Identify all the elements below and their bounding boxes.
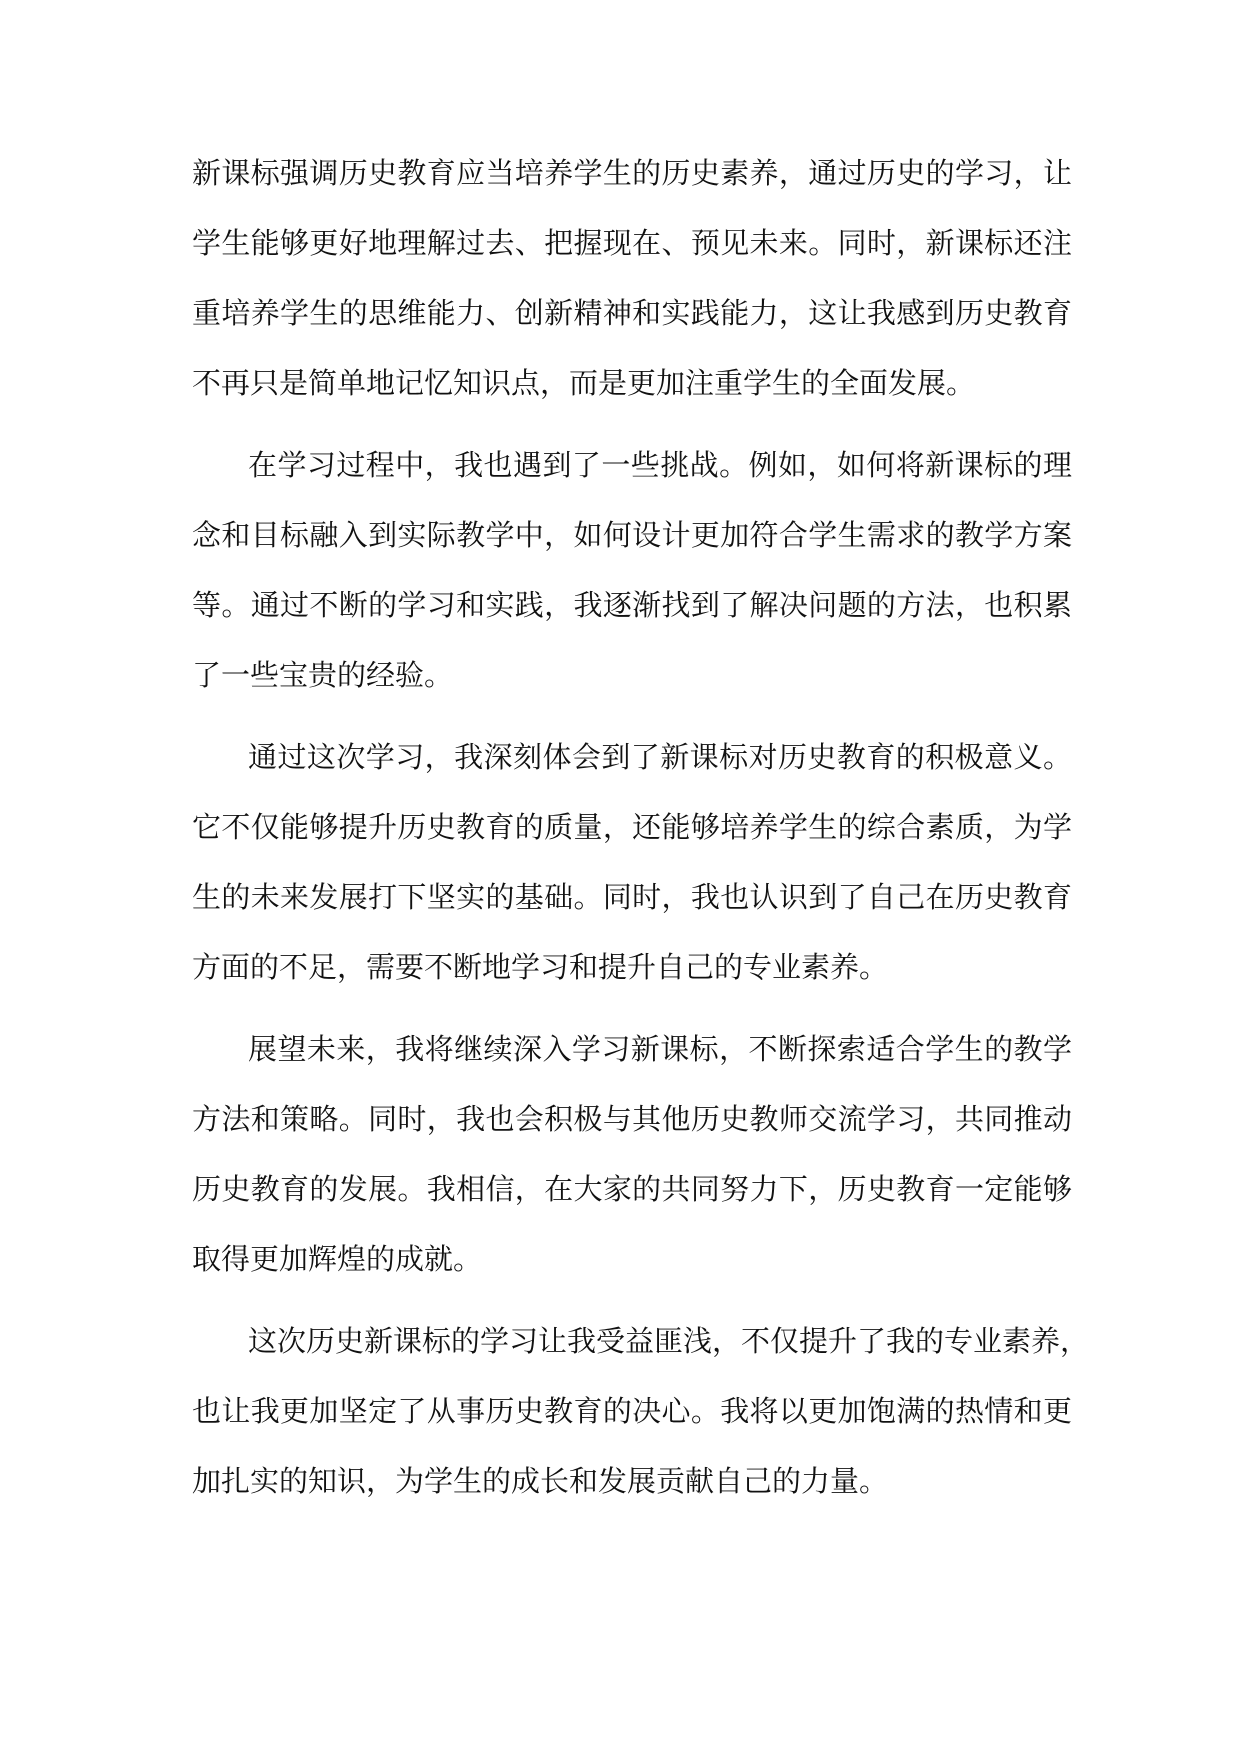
paragraph-2-line-3: 等。通过不断的学习和实践，我逐渐找到了解决问题的方法，也积累	[192, 588, 1072, 622]
paragraph-1-line-4: 不再只是简单地记忆知识点，而是更加注重学生的全面发展。	[192, 366, 976, 400]
paragraph-5-line-2: 也让我更加坚定了从事历史教育的决心。我将以更加饱满的热情和更	[192, 1394, 1072, 1428]
paragraph-2-line-2: 念和目标融入到实际教学中，如何设计更加符合学生需求的教学方案	[192, 518, 1072, 552]
paragraph-1-line-1: 新课标强调历史教育应当培养学生的历史素养，通过历史的学习，让	[192, 156, 1072, 190]
paragraph-1-line-2: 学生能够更好地理解过去、把握现在、预见未来。同时，新课标还注	[192, 226, 1072, 260]
paragraph-4-line-1: 展望未来，我将继续深入学习新课标，不断探索适合学生的教学	[248, 1032, 1072, 1066]
paragraph-4-line-3: 历史教育的发展。我相信，在大家的共同努力下，历史教育一定能够	[192, 1172, 1072, 1206]
paragraph-4-line-2: 方法和策略。同时，我也会积极与其他历史教师交流学习，共同推动	[192, 1102, 1072, 1136]
paragraph-3-line-1: 通过这次学习，我深刻体会到了新课标对历史教育的积极意义。	[248, 740, 1072, 774]
paragraph-2-line-4: 了一些宝贵的经验。	[192, 658, 454, 692]
paragraph-5-line-3: 加扎实的知识，为学生的成长和发展贡献自己的力量。	[192, 1464, 889, 1498]
paragraph-4-line-4: 取得更加辉煌的成就。	[192, 1242, 483, 1276]
paragraph-3-line-4: 方面的不足，需要不断地学习和提升自己的专业素养。	[192, 950, 889, 984]
paragraph-5-line-1: 这次历史新课标的学习让我受益匪浅，不仅提升了我的专业素养，	[248, 1324, 1090, 1358]
paragraph-2-line-1: 在学习过程中，我也遇到了一些挑战。例如，如何将新课标的理	[248, 448, 1072, 482]
paragraph-3-line-3: 生的未来发展打下坚实的基础。同时，我也认识到了自己在历史教育	[192, 880, 1072, 914]
paragraph-1-line-3: 重培养学生的思维能力、创新精神和实践能力，这让我感到历史教育	[192, 296, 1072, 330]
paragraph-3-line-2: 它不仅能够提升历史教育的质量，还能够培养学生的综合素质，为学	[192, 810, 1072, 844]
